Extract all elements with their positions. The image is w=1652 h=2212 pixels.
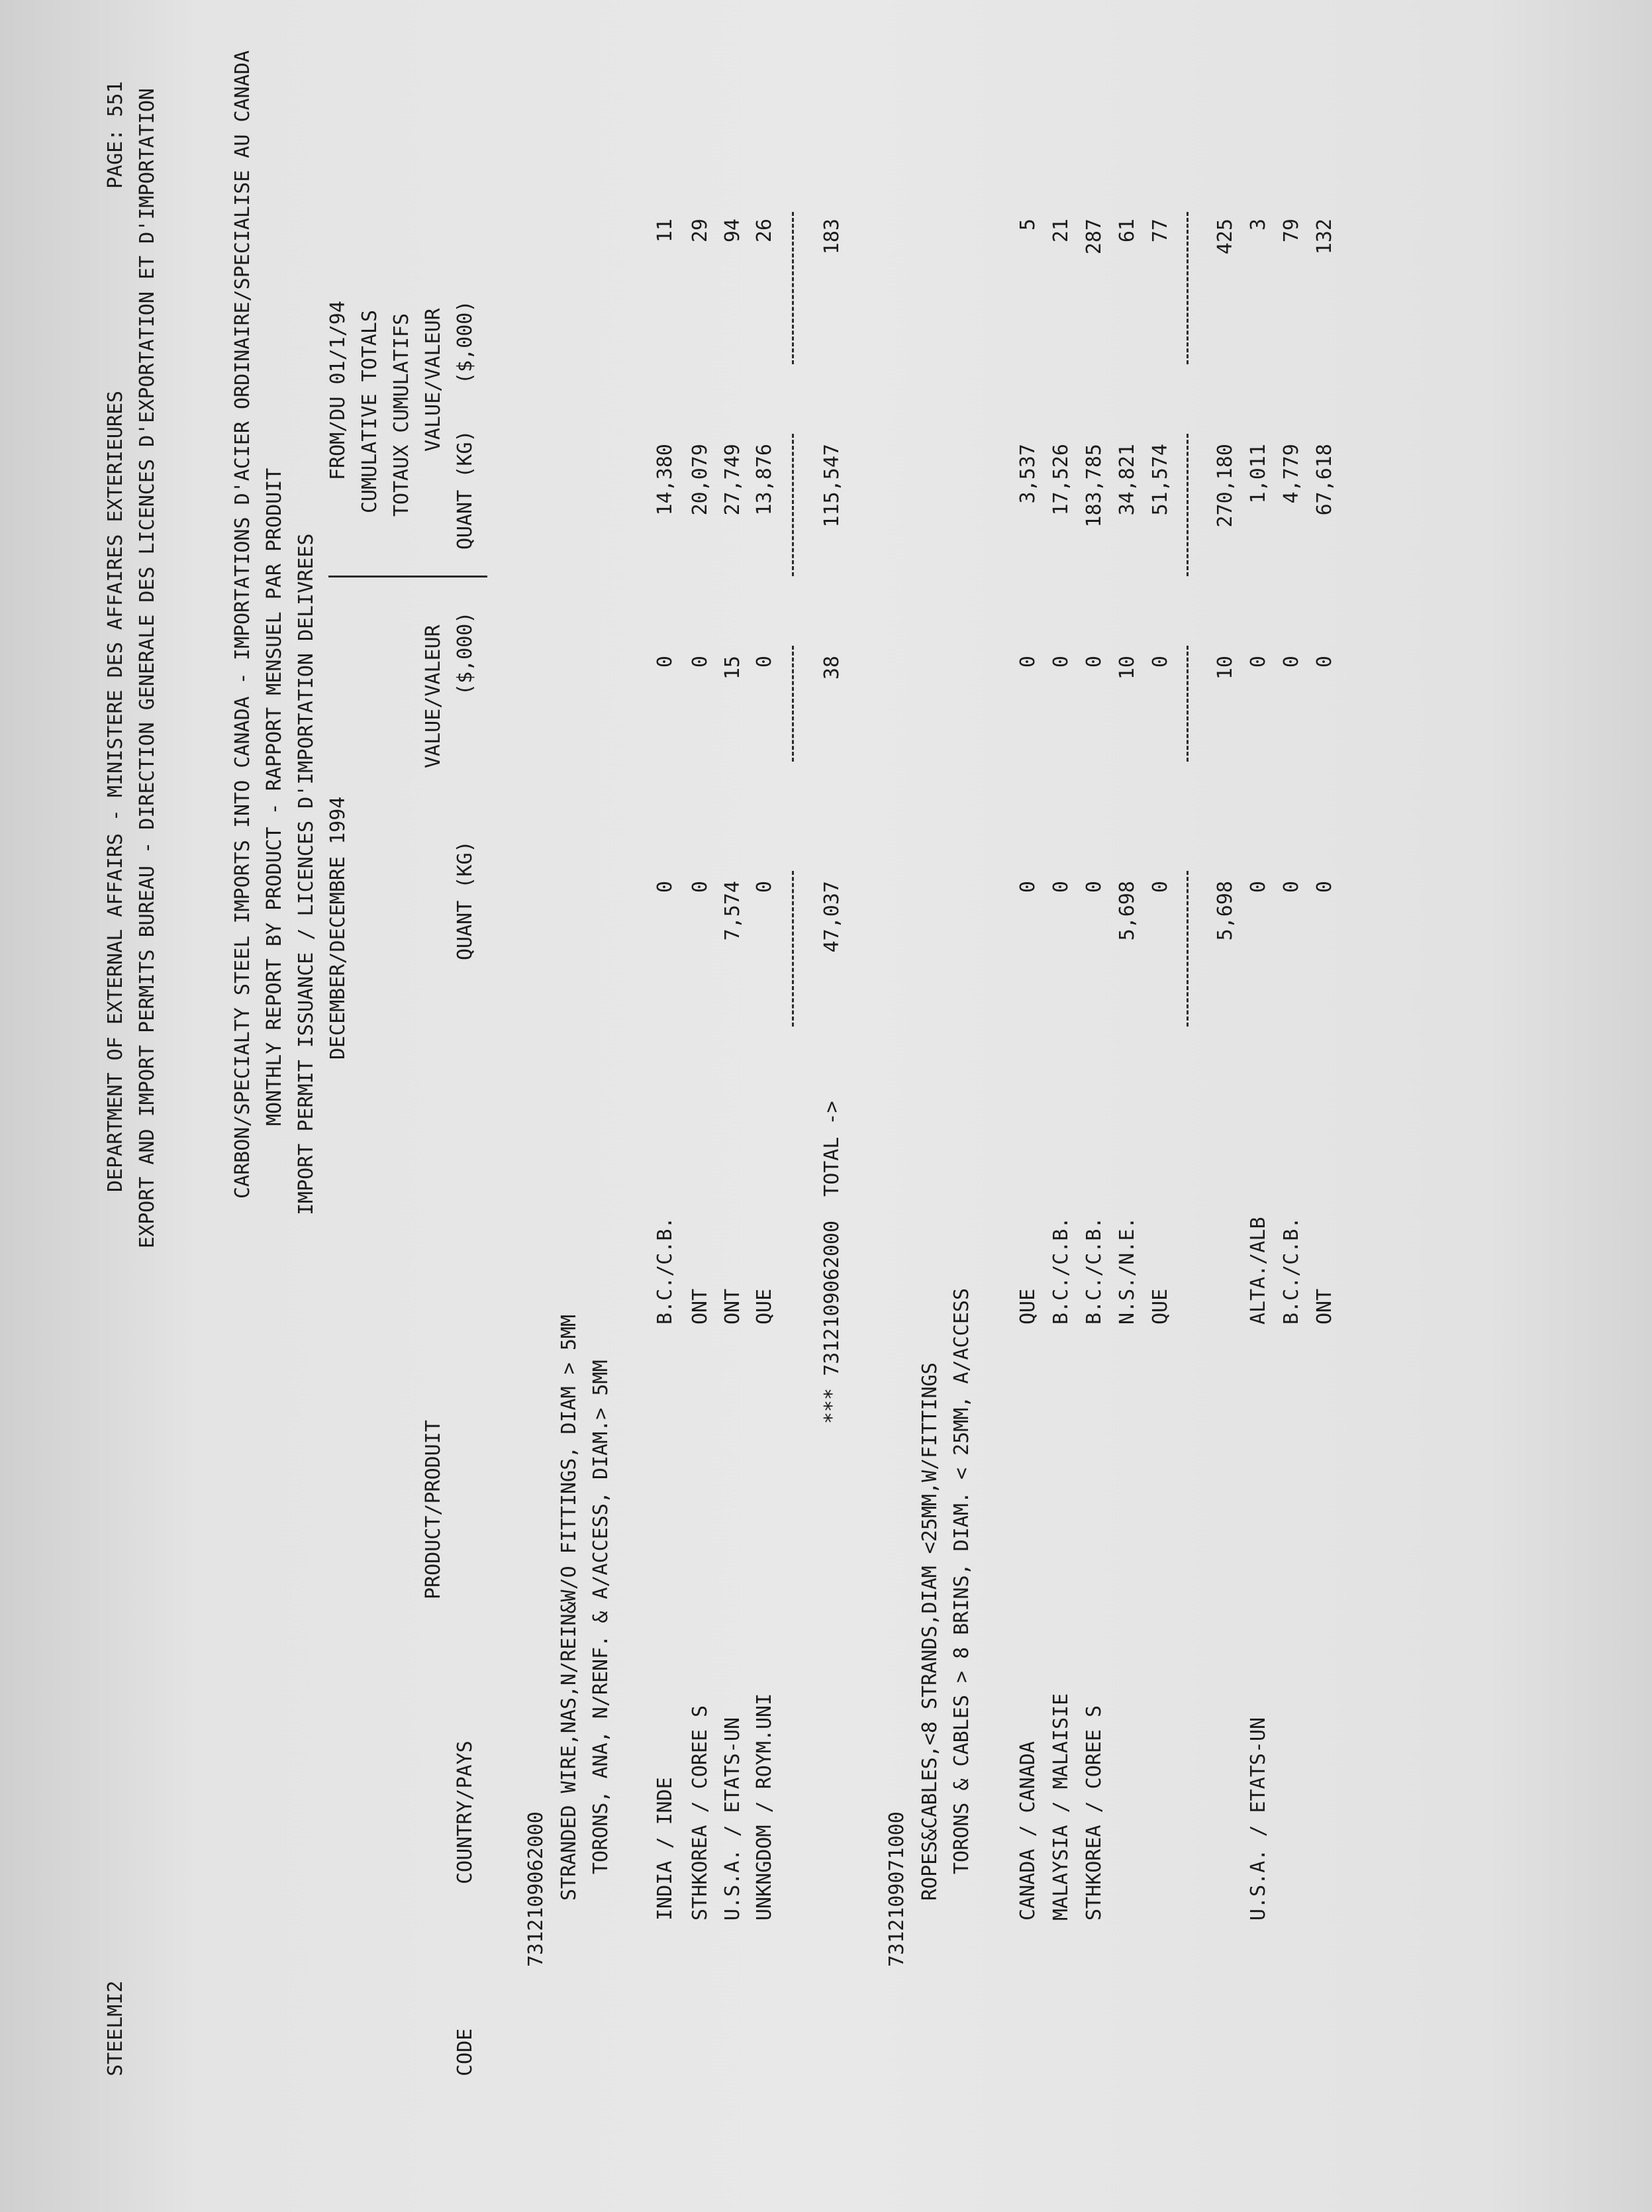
subtotal-rule: [1187, 434, 1189, 576]
cumulative-totals-fr: TOTAUX CUMULATIFS: [390, 313, 413, 517]
cum-value-cell: 132: [1313, 219, 1336, 255]
value-cell: 10: [1116, 656, 1139, 680]
report-id: STEELMI2: [104, 1980, 127, 2076]
province-cell: B.C./C.B.: [1280, 1217, 1303, 1325]
quant-cell: 0: [1083, 881, 1106, 893]
cum-quant-cell: 67,618: [1313, 444, 1336, 516]
value-cell: 0: [1049, 656, 1073, 668]
country-cell: INDIA / INDE: [654, 1777, 677, 1921]
value-cell: 0: [689, 656, 712, 668]
report-permit-line: IMPORT PERMIT ISSUANCE / LICENCES D'IMPORTATION DELIVREES: [295, 533, 318, 1215]
province-cell: N.S./N.E.: [1116, 1217, 1139, 1325]
cum-value-cell: 94: [721, 219, 744, 243]
quant-cell: 0: [1016, 881, 1040, 893]
value-cell: 0: [753, 656, 776, 668]
quant-cell: 5,698: [1116, 881, 1139, 941]
subtotal-value: 10: [1214, 656, 1237, 680]
total-rule: [792, 646, 794, 762]
subtotal-rule: [1187, 871, 1189, 1027]
province-cell: ALTA./ALB: [1247, 1217, 1270, 1325]
country-cell: STHKOREA / COREE S: [689, 1705, 712, 1921]
quant-cell: 0: [1049, 881, 1073, 893]
product-code: 7312109062000: [524, 1811, 548, 1967]
department-line: DEPARTMENT OF EXTERNAL AFFAIRS - MINISTERE DES AFFAIRES EXTERIEURES: [104, 390, 127, 1192]
cum-value-cell: 11: [654, 219, 677, 243]
province-cell: ONT: [721, 1288, 744, 1325]
total-rule: [792, 212, 794, 364]
cum-quant-cell: 1,011: [1247, 444, 1270, 504]
column-separator: [328, 576, 487, 578]
value-cell: 0: [1016, 656, 1040, 668]
total-cum-quant: 115,547: [820, 444, 844, 528]
cum-value-cell: 3: [1247, 219, 1270, 231]
column-header-cum-quant: QUANT (KG): [454, 430, 477, 550]
country-cell: CANADA / CANADA: [1016, 1741, 1040, 1921]
quant-cell: 0: [689, 881, 712, 893]
product-code: 7312109071000: [885, 1811, 908, 1967]
province-cell: QUE: [1149, 1288, 1172, 1325]
quant-cell: 0: [1313, 881, 1336, 893]
product-description-fr: TORONS & CABLES > 8 BRINS, DIAM. < 25MM, A/ACCESS: [950, 1287, 973, 1874]
total-value: 38: [820, 656, 844, 680]
quant-cell: 7,574: [721, 881, 744, 941]
subtotal-quant: 5,698: [1214, 881, 1237, 941]
cum-quant-cell: 13,876: [753, 444, 776, 516]
cumulative-totals-en: CUMULATIVE TOTALS: [358, 309, 381, 513]
column-header-quant: QUANT (KG): [454, 840, 477, 960]
cum-value-cell: 77: [1149, 219, 1172, 243]
value-cell: 15: [721, 656, 744, 680]
cum-quant-cell: 34,821: [1116, 444, 1139, 516]
column-header-value-unit: ($,000): [454, 611, 477, 695]
bureau-line: EXPORT AND IMPORT PERMITS BUREAU - DIRECTION GENERALE DES LICENCES D'EXPORTATION ET D'IMPORTATION: [136, 88, 159, 1248]
column-header-product: PRODUCT/PRODUIT: [422, 1420, 445, 1599]
value-cell: 0: [654, 656, 677, 668]
product-description-en: ROPES&CABLES,<8 STRANDS,DIAM <25MM,W/FITTINGS: [918, 1362, 942, 1901]
total-rule: [792, 871, 794, 1027]
report-period: DECEMBER/DECEMBRE 1994: [326, 796, 350, 1060]
value-cell: 0: [1247, 656, 1270, 668]
column-header-cum-value: VALUE/VALEUR: [422, 308, 445, 452]
cum-value-cell: 287: [1083, 219, 1106, 255]
cumulative-from: FROM/DU 01/1/94: [326, 301, 350, 480]
quant-cell: 0: [1247, 881, 1270, 893]
value-cell: 0: [1149, 656, 1172, 668]
quant-cell: 0: [654, 881, 677, 893]
subtotal-rule: [1187, 212, 1189, 364]
column-header-value: VALUE/VALEUR: [422, 625, 445, 768]
value-cell: 0: [1280, 656, 1303, 668]
cum-quant-cell: 27,749: [721, 444, 744, 516]
page-number: PAGE: 551: [104, 81, 127, 189]
total-rule: [792, 434, 794, 576]
cum-quant-cell: 4,779: [1280, 444, 1303, 504]
country-cell: UNKNGDOM / ROYM.UNI: [753, 1693, 776, 1921]
province-cell: B.C./C.B.: [1083, 1217, 1106, 1325]
province-cell: B.C./C.B.: [654, 1217, 677, 1325]
country-cell: STHKOREA / COREE S: [1083, 1705, 1106, 1921]
province-cell: ONT: [689, 1288, 712, 1325]
cum-quant-cell: 20,079: [689, 444, 712, 516]
country-cell: U.S.A. / ETATS-UN: [721, 1717, 744, 1921]
cum-value-cell: 5: [1016, 219, 1040, 231]
total-cum-value: 183: [820, 219, 844, 255]
province-cell: B.C./C.B.: [1049, 1217, 1073, 1325]
report-title: CARBON/SPECIALTY STEEL IMPORTS INTO CANADA - IMPORTATIONS D'ACIER ORDINAIRE/SPECIALISE AU CANADA: [231, 50, 254, 1199]
cum-quant-cell: 51,574: [1149, 444, 1172, 516]
total-label: *** 7312109062000 TOTAL ->: [820, 1101, 844, 1424]
province-cell: ONT: [1313, 1288, 1336, 1325]
column-header-code: CODE: [454, 2028, 477, 2076]
cum-quant-cell: 183,785: [1083, 444, 1106, 528]
cum-value-cell: 61: [1116, 219, 1139, 243]
cum-value-cell: 21: [1049, 219, 1073, 243]
subtotal-cum-value: 425: [1214, 219, 1237, 255]
product-description-fr: TORONS, ANA, N/RENF. & A/ACCESS, DIAM.> 5MM: [589, 1360, 612, 1874]
quant-cell: 0: [1280, 881, 1303, 893]
subtotal-rule: [1187, 646, 1189, 762]
cum-value-cell: 79: [1280, 219, 1303, 243]
country-cell: U.S.A. / ETATS-UN: [1247, 1717, 1270, 1921]
cum-quant-cell: 3,537: [1016, 444, 1040, 504]
value-cell: 0: [1313, 656, 1336, 668]
country-cell: MALAYSIA / MALAISIE: [1049, 1693, 1073, 1921]
cum-quant-cell: 14,380: [654, 444, 677, 516]
province-cell: QUE: [1016, 1288, 1040, 1325]
province-cell: QUE: [753, 1288, 776, 1325]
column-header-country: COUNTRY/PAYS: [454, 1740, 477, 1884]
subtotal-cum-quant: 270,180: [1214, 444, 1237, 528]
quant-cell: 0: [753, 881, 776, 893]
report-subtitle: MONTHLY REPORT BY PRODUCT - RAPPORT MENSUEL PAR PRODUIT: [263, 468, 286, 1126]
column-header-cum-value-unit: ($,000): [454, 300, 477, 384]
cum-value-cell: 26: [753, 219, 776, 243]
value-cell: 0: [1083, 656, 1106, 668]
product-description-en: STRANDED WIRE,NAS,N/REIN&W/O FITTINGS, DIAM > 5MM: [558, 1314, 581, 1901]
quant-cell: 0: [1149, 881, 1172, 893]
total-quant: 47,037: [820, 881, 844, 953]
cum-value-cell: 29: [689, 219, 712, 243]
cum-quant-cell: 17,526: [1049, 444, 1073, 516]
